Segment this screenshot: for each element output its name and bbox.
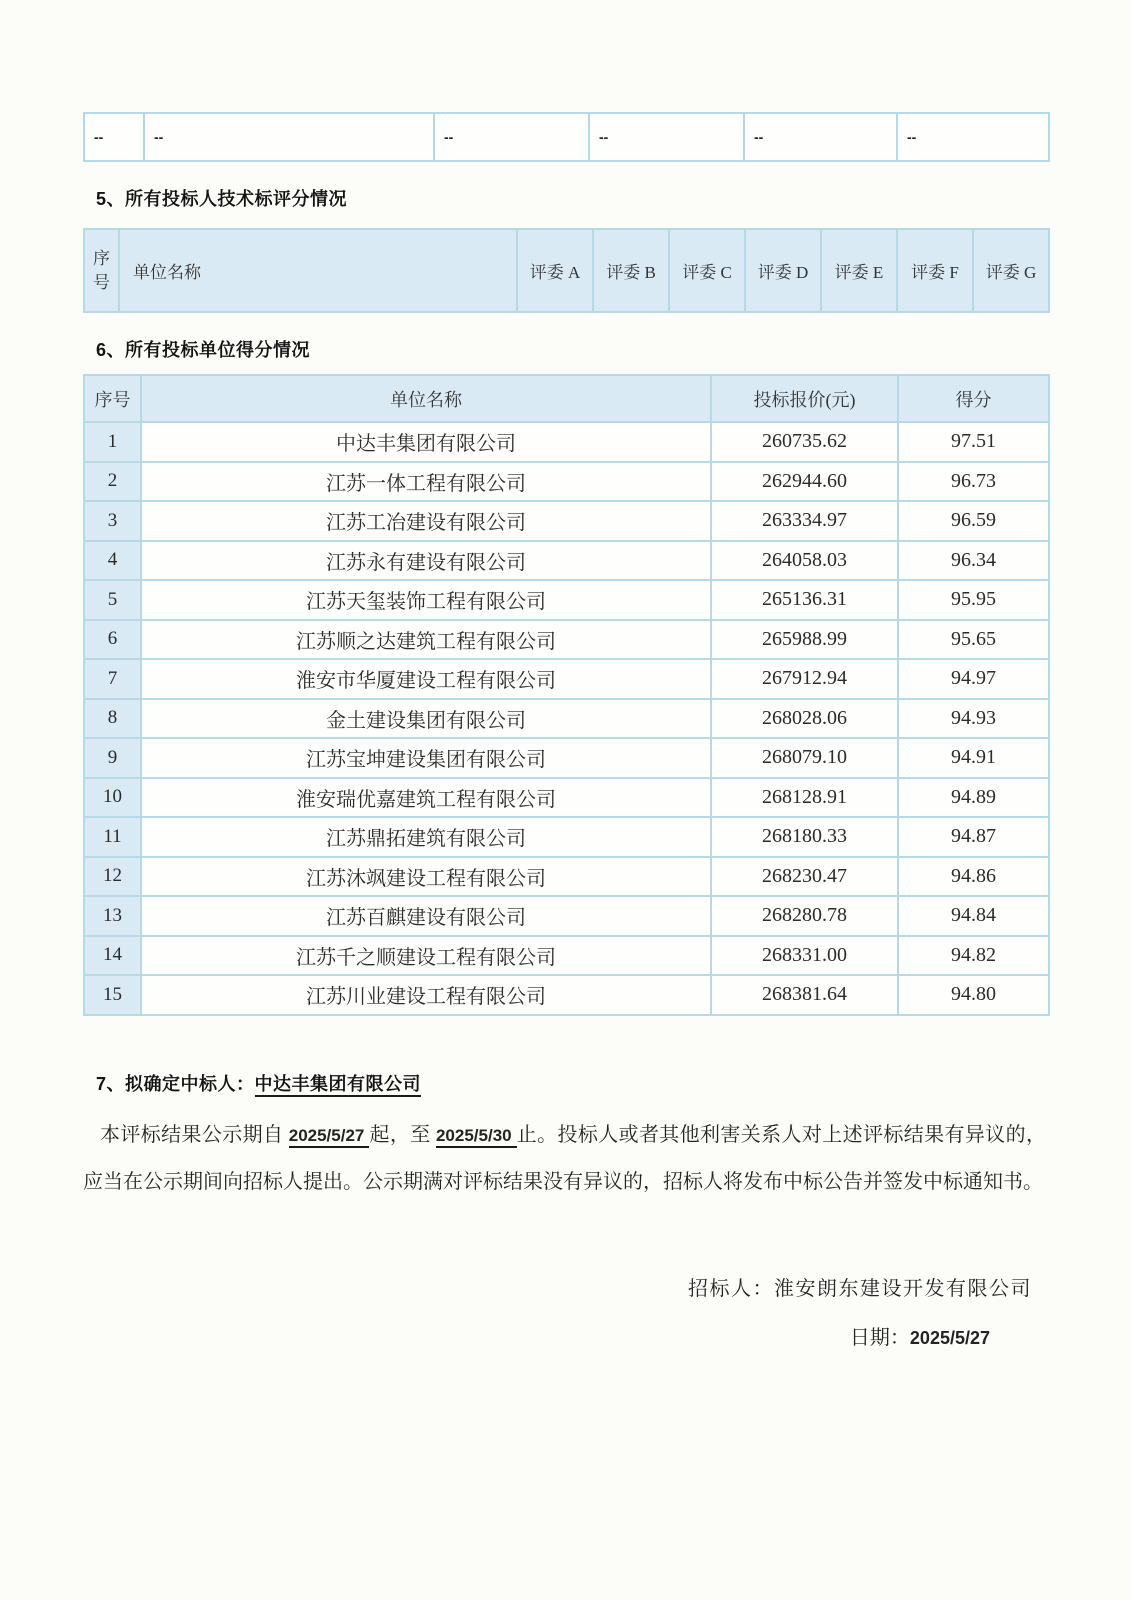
cell-price: 268280.78 xyxy=(711,896,898,936)
cell-no: 2 xyxy=(84,462,141,502)
column-header-judge-e: 评委 E xyxy=(821,229,897,312)
tenderer-line xyxy=(688,1272,1032,1301)
column-header-company: 单位名称 xyxy=(119,229,517,312)
column-header-judge-a: 评委 A xyxy=(517,229,593,312)
cell-no: 11 xyxy=(84,817,141,857)
table-row xyxy=(84,113,1049,161)
date-label: 日期： xyxy=(849,1327,910,1349)
winner-name: 中达丰集团有限公司 xyxy=(255,1074,422,1097)
table-header-row xyxy=(84,375,1049,422)
placeholder-table xyxy=(83,112,1050,162)
cell-company: 江苏川业建设工程有限公司 xyxy=(141,975,711,1015)
cell-no: 3 xyxy=(84,501,141,541)
cell-score: 94.82 xyxy=(898,936,1049,976)
cell-score: 94.91 xyxy=(898,738,1049,778)
cell-price: 263334.97 xyxy=(711,501,898,541)
cell-price: 268230.47 xyxy=(711,857,898,897)
column-header-judge-d: 评委 D xyxy=(745,229,821,312)
cell-company: 江苏沐飒建设工程有限公司 xyxy=(141,857,711,897)
section5-title: 5、所有投标人技术标评分情况 xyxy=(96,189,348,209)
table-row xyxy=(84,699,1049,739)
cell-company: 淮安市华厦建设工程有限公司 xyxy=(141,659,711,699)
cell-no: 14 xyxy=(84,936,141,976)
table-row xyxy=(84,936,1049,976)
notice-text: 起，至 xyxy=(369,1124,436,1146)
date-line xyxy=(850,1321,990,1350)
cell-no: 9 xyxy=(84,738,141,778)
cell-no: 5 xyxy=(84,580,141,620)
cell-score: 94.87 xyxy=(898,817,1049,857)
table-cell: -- xyxy=(744,113,897,161)
notice-text: 止。投标人或者其他利害关系人对上述评标结果有异议的，应当在公示期间向招标人提出。公示期满对评标结果没有异议的，招标人将发布中标公告并签发中标通知书。 xyxy=(83,1124,1047,1193)
table-cell: -- xyxy=(84,113,144,161)
section7-prefix: 7、拟确定中标人： xyxy=(96,1074,255,1094)
table-cell: -- xyxy=(144,113,434,161)
cell-score: 97.51 xyxy=(898,422,1049,462)
cell-price: 264058.03 xyxy=(711,541,898,581)
column-header-no: 序号 xyxy=(84,229,119,312)
table-row xyxy=(84,738,1049,778)
cell-company: 江苏永有建设有限公司 xyxy=(141,541,711,581)
section7-title xyxy=(96,1071,421,1097)
cell-price: 268180.33 xyxy=(711,817,898,857)
cell-price: 265988.99 xyxy=(711,620,898,660)
column-header-company: 单位名称 xyxy=(141,375,711,422)
cell-score: 94.84 xyxy=(898,896,1049,936)
publicity-start-date: 2025/5/27 xyxy=(289,1126,370,1148)
cell-company: 淮安瑞优嘉建筑工程有限公司 xyxy=(141,778,711,818)
tenderer-name: 淮安朗东建设开发有限公司 xyxy=(774,1278,1032,1300)
column-header-judge-b: 评委 B xyxy=(593,229,669,312)
cell-score: 94.80 xyxy=(898,975,1049,1015)
cell-score: 96.34 xyxy=(898,541,1049,581)
cell-no: 10 xyxy=(84,778,141,818)
table-row xyxy=(84,462,1049,502)
cell-no: 15 xyxy=(84,975,141,1015)
publicity-end-date: 2025/5/30 xyxy=(436,1126,517,1148)
cell-price: 267912.94 xyxy=(711,659,898,699)
table-cell: -- xyxy=(897,113,1049,161)
cell-price: 268079.10 xyxy=(711,738,898,778)
cell-score: 96.59 xyxy=(898,501,1049,541)
cell-score: 94.89 xyxy=(898,778,1049,818)
cell-score: 94.97 xyxy=(898,659,1049,699)
cell-score: 94.86 xyxy=(898,857,1049,897)
table-row xyxy=(84,817,1049,857)
column-header-judge-g: 评委 G xyxy=(973,229,1049,312)
cell-price: 260735.62 xyxy=(711,422,898,462)
cell-company: 江苏顺之达建筑工程有限公司 xyxy=(141,620,711,660)
notice-text: 本评标结果公示期自 xyxy=(100,1124,289,1146)
cell-company: 江苏天玺装饰工程有限公司 xyxy=(141,580,711,620)
cell-company: 江苏工冶建设有限公司 xyxy=(141,501,711,541)
cell-company: 江苏一体工程有限公司 xyxy=(141,462,711,502)
date-value: 2025/5/27 xyxy=(909,1328,990,1348)
cell-no: 8 xyxy=(84,699,141,739)
cell-price: 268028.06 xyxy=(711,699,898,739)
table-row xyxy=(84,580,1049,620)
cell-company: 江苏千之顺建设工程有限公司 xyxy=(141,936,711,976)
notice-paragraph xyxy=(83,1112,1046,1205)
table-row xyxy=(84,541,1049,581)
column-header-score: 得分 xyxy=(898,375,1049,422)
cell-price: 262944.60 xyxy=(711,462,898,502)
cell-price: 268128.91 xyxy=(711,778,898,818)
cell-company: 江苏百麒建设有限公司 xyxy=(141,896,711,936)
cell-company: 金土建设集团有限公司 xyxy=(141,699,711,739)
cell-no: 12 xyxy=(84,857,141,897)
table-cell: -- xyxy=(434,113,589,161)
tenderer-label: 招标人： xyxy=(688,1278,774,1300)
cell-no: 1 xyxy=(84,422,141,462)
table-row xyxy=(84,620,1049,660)
table-cell: -- xyxy=(589,113,744,161)
table-row xyxy=(84,501,1049,541)
cell-no: 4 xyxy=(84,541,141,581)
cell-score: 95.65 xyxy=(898,620,1049,660)
column-header-no: 序号 xyxy=(84,375,141,422)
cell-price: 268331.00 xyxy=(711,936,898,976)
column-header-judge-c: 评委 C xyxy=(669,229,745,312)
table-row xyxy=(84,659,1049,699)
cell-score: 94.93 xyxy=(898,699,1049,739)
cell-no: 7 xyxy=(84,659,141,699)
cell-price: 268381.64 xyxy=(711,975,898,1015)
table-header-row xyxy=(84,229,1049,312)
cell-company: 中达丰集团有限公司 xyxy=(141,422,711,462)
cell-no: 13 xyxy=(84,896,141,936)
cell-company: 江苏鼎拓建筑有限公司 xyxy=(141,817,711,857)
cell-score: 96.73 xyxy=(898,462,1049,502)
score-table xyxy=(83,374,1050,1016)
table-row xyxy=(84,975,1049,1015)
table-row xyxy=(84,857,1049,897)
column-header-price: 投标报价(元) xyxy=(711,375,898,422)
cell-company: 江苏宝坤建设集团有限公司 xyxy=(141,738,711,778)
cell-price: 265136.31 xyxy=(711,580,898,620)
cell-score: 95.95 xyxy=(898,580,1049,620)
tech-score-table xyxy=(83,228,1050,313)
table-row xyxy=(84,896,1049,936)
cell-no: 6 xyxy=(84,620,141,660)
table-row xyxy=(84,778,1049,818)
column-header-judge-f: 评委 F xyxy=(897,229,973,312)
table-row xyxy=(84,422,1049,462)
section6-title: 6、所有投标单位得分情况 xyxy=(96,340,311,360)
